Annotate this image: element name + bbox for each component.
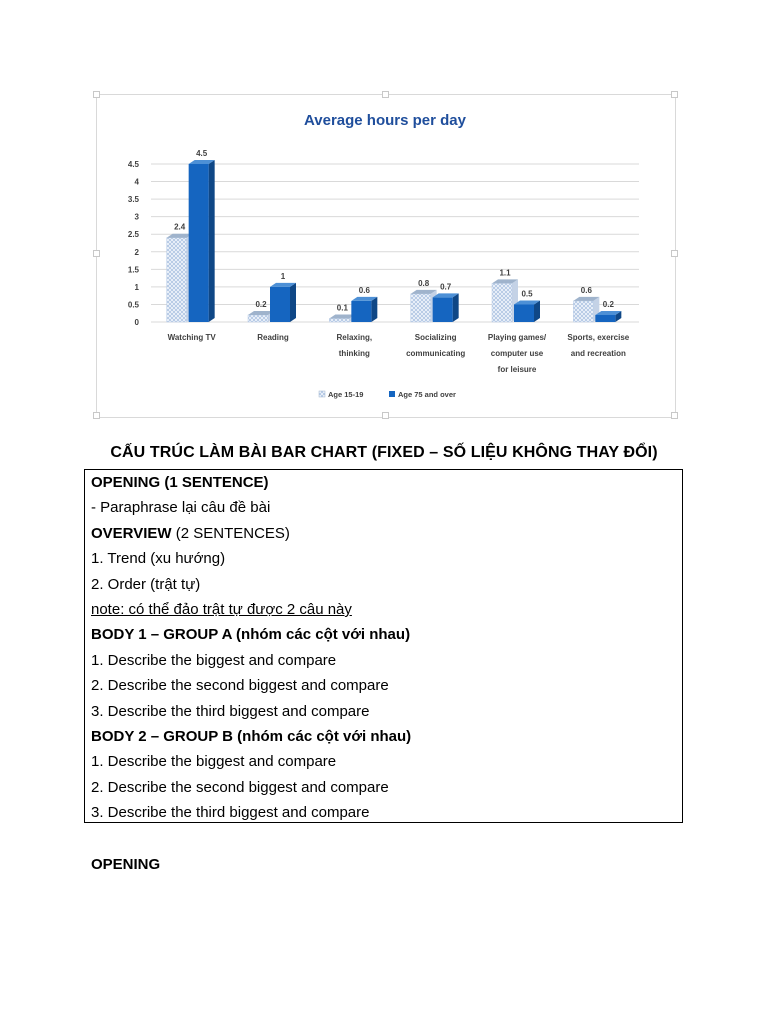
y-tick-label: 3 — [134, 212, 139, 222]
bar — [514, 304, 534, 322]
y-tick-label: 1.5 — [127, 265, 139, 275]
body2-label: BODY 2 – GROUP B (nhóm các cột với nhau) — [91, 728, 412, 745]
bar — [492, 283, 512, 322]
data-label: 0.1 — [336, 303, 348, 313]
data-label: 0.8 — [418, 278, 430, 288]
y-tick-label: 1 — [134, 282, 139, 292]
overview-line — [91, 525, 290, 543]
legend-swatch — [319, 391, 325, 397]
y-tick-label: 0.5 — [127, 300, 139, 310]
bar — [573, 301, 593, 322]
bars — [167, 149, 622, 322]
selection-handle — [93, 250, 100, 257]
opening-line: - Paraphrase lại câu đề bài — [91, 499, 271, 516]
legend-swatch — [389, 391, 395, 397]
data-label: 0.2 — [602, 299, 614, 309]
bar — [167, 238, 187, 322]
bar-side — [453, 293, 459, 322]
page-heading: CẤU TRÚC LÀM BÀI BAR CHART (FIXED – SỐ LIỆU KHÔNG THAY ĐỔI) — [110, 444, 658, 461]
x-tick-label: Socializing communicating — [406, 333, 466, 358]
bar — [351, 301, 371, 322]
data-label: 0.2 — [255, 299, 267, 309]
legend-label: Age 15-19 — [328, 390, 364, 399]
opening-label: OPENING (1 SENTENCE) — [91, 474, 269, 491]
selection-handle — [671, 412, 678, 419]
selection-handle — [671, 91, 678, 98]
bar — [248, 315, 268, 322]
bar — [411, 294, 431, 322]
x-tick-label: Relaxing, thinking — [336, 333, 373, 358]
note-line: note: có thể đảo trật tự được 2 câu này — [91, 601, 352, 618]
outline-box — [84, 469, 683, 823]
selection-handle — [382, 412, 389, 419]
selection-handle — [93, 91, 100, 98]
data-label: 2.4 — [174, 222, 186, 232]
legend — [319, 390, 456, 399]
y-tick-label: 0 — [134, 318, 139, 327]
data-label: 0.5 — [521, 289, 533, 299]
data-label: 1 — [280, 271, 286, 281]
data-label: 4.5 — [196, 149, 208, 158]
data-label: 0.7 — [440, 282, 452, 292]
chart-panel — [96, 94, 676, 418]
bar-side — [209, 160, 215, 322]
body2-item: 2. Describe the second biggest and compare — [91, 779, 389, 796]
x-tick-label: Playing games/ computer use for leisure — [487, 333, 547, 374]
data-label: 1.1 — [499, 268, 511, 278]
body2-item: 1. Describe the biggest and compare — [91, 753, 337, 770]
bar-chart — [97, 95, 675, 417]
y-tick-label: 4 — [134, 177, 139, 187]
x-axis — [168, 333, 630, 374]
y-tick-label: 4.5 — [127, 160, 139, 169]
overview-item: 1. Trend (xu hướng) — [91, 550, 226, 567]
bar — [595, 315, 615, 322]
bar — [433, 297, 453, 322]
selection-handle — [671, 250, 678, 257]
bar-side — [371, 297, 377, 322]
selection-handle — [93, 412, 100, 419]
overview-item: 2. Order (trật tự) — [91, 576, 201, 593]
bar — [329, 318, 349, 322]
y-tick-label: 3.5 — [127, 195, 139, 205]
body1-label: BODY 1 – GROUP A (nhóm các cột với nhau) — [91, 626, 411, 643]
overview-label: OVERVIEW — [91, 525, 172, 542]
closing-heading: OPENING — [91, 856, 161, 873]
x-tick-label: Watching TV — [167, 333, 216, 342]
body2-item: 3. Describe the third biggest and compare — [91, 804, 370, 821]
y-tick-label: 2 — [134, 247, 139, 257]
bar-side — [290, 283, 296, 322]
data-label: 0.6 — [358, 285, 370, 295]
y-tick-label: 2.5 — [127, 230, 139, 240]
data-label: 0.6 — [580, 285, 592, 295]
x-tick-label: Sports, exercise and recreation — [567, 333, 630, 358]
y-axis — [128, 160, 140, 327]
gridlines — [151, 164, 639, 322]
body1-item: 3. Describe the third biggest and compare — [91, 703, 370, 720]
x-tick-label: Reading — [257, 333, 289, 342]
bar — [270, 287, 290, 322]
selection-handle — [382, 91, 389, 98]
legend-label: Age 75 and over — [398, 390, 456, 399]
body1-item: 2. Describe the second biggest and compare — [91, 677, 389, 694]
body1-item: 1. Describe the biggest and compare — [91, 652, 337, 669]
chart-title: Average hours per day — [303, 112, 467, 129]
bar — [189, 164, 209, 322]
overview-suffix: (2 SENTENCES) — [171, 525, 290, 542]
